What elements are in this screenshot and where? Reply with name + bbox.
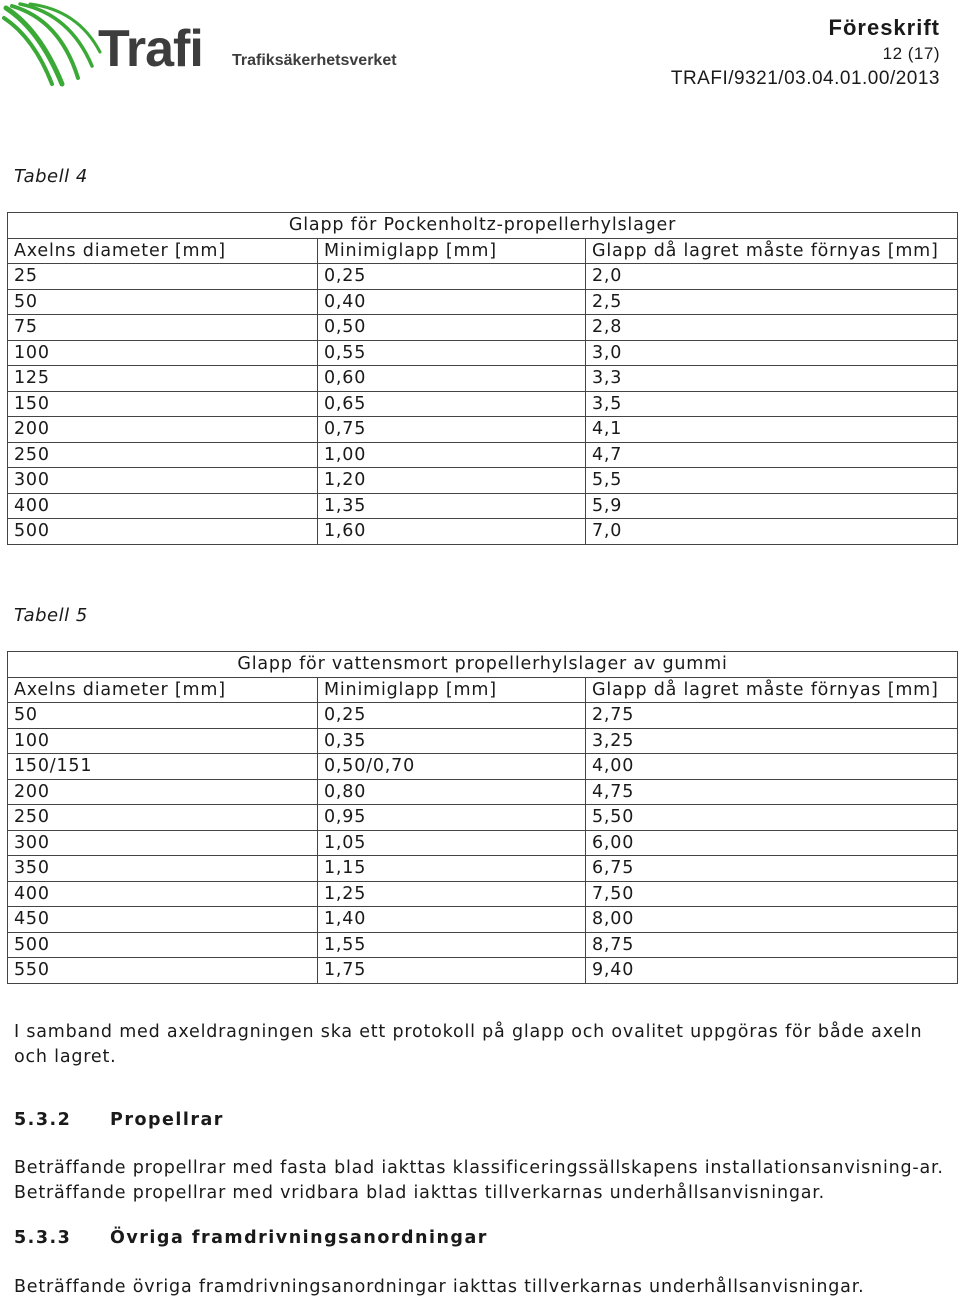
table5-caption: Tabell 5 bbox=[14, 605, 88, 626]
table4 bbox=[7, 212, 958, 545]
table-cell: 8,75 bbox=[586, 932, 958, 958]
table-cell: 350 bbox=[8, 856, 318, 882]
table-cell: 400 bbox=[8, 493, 318, 519]
table-row bbox=[8, 779, 958, 805]
table-cell: 1,40 bbox=[318, 907, 586, 933]
table-cell: 5,9 bbox=[586, 493, 958, 519]
table-cell: 0,60 bbox=[318, 366, 586, 392]
table-row bbox=[8, 442, 958, 468]
table-row bbox=[8, 805, 958, 831]
table-cell: 6,75 bbox=[586, 856, 958, 882]
table5-header-min: Minimiglapp [mm] bbox=[318, 677, 586, 703]
table-row bbox=[8, 340, 958, 366]
table4-caption: Tabell 4 bbox=[14, 166, 88, 187]
document-type: Föreskrift bbox=[828, 15, 940, 40]
table4-header-min: Minimiglapp [mm] bbox=[318, 238, 586, 264]
table-cell: 100 bbox=[8, 728, 318, 754]
table-cell: 9,40 bbox=[586, 958, 958, 984]
table-cell: 2,8 bbox=[586, 315, 958, 341]
table-row bbox=[8, 417, 958, 443]
table-cell: 250 bbox=[8, 805, 318, 831]
table-cell: 1,05 bbox=[318, 830, 586, 856]
table-row bbox=[8, 493, 958, 519]
trafi-logo bbox=[0, 0, 400, 92]
table-cell: 300 bbox=[8, 830, 318, 856]
table-cell: 5,5 bbox=[586, 468, 958, 494]
table-cell: 0,35 bbox=[318, 728, 586, 754]
table-cell: 500 bbox=[8, 932, 318, 958]
section-heading-propellers bbox=[14, 1110, 224, 1130]
table-cell: 8,00 bbox=[586, 907, 958, 933]
section-title: Övriga framdrivningsanordningar bbox=[110, 1228, 488, 1248]
table-row bbox=[8, 907, 958, 933]
section-title: Propellrar bbox=[110, 1110, 224, 1130]
other-propulsion-paragraph: Beträffande övriga framdrivningsanordningar iakttas tillverkarnas underhållsanvisningar. bbox=[14, 1277, 865, 1297]
table-cell: 25 bbox=[8, 264, 318, 290]
table-cell: 250 bbox=[8, 442, 318, 468]
document-header bbox=[671, 14, 940, 92]
table-cell: 1,15 bbox=[318, 856, 586, 882]
logo-swoosh-icon bbox=[4, 4, 100, 84]
table-row bbox=[8, 881, 958, 907]
table-cell: 4,7 bbox=[586, 442, 958, 468]
table-cell: 500 bbox=[8, 519, 318, 545]
table-cell: 450 bbox=[8, 907, 318, 933]
table-row bbox=[8, 856, 958, 882]
table-cell: 100 bbox=[8, 340, 318, 366]
table-cell: 200 bbox=[8, 779, 318, 805]
table-cell: 400 bbox=[8, 881, 318, 907]
table-cell: 3,0 bbox=[586, 340, 958, 366]
table-cell: 0,25 bbox=[318, 703, 586, 729]
table-cell: 50 bbox=[8, 289, 318, 315]
table4-body bbox=[8, 264, 958, 545]
table-cell: 5,50 bbox=[586, 805, 958, 831]
table-cell: 0,50 bbox=[318, 315, 586, 341]
table-row bbox=[8, 391, 958, 417]
table-cell: 4,00 bbox=[586, 754, 958, 780]
table5-header-diameter: Axelns diameter [mm] bbox=[8, 677, 318, 703]
table-cell: 1,55 bbox=[318, 932, 586, 958]
table-cell: 0,55 bbox=[318, 340, 586, 366]
table-cell: 1,25 bbox=[318, 881, 586, 907]
table-cell: 3,3 bbox=[586, 366, 958, 392]
table-cell: 50 bbox=[8, 703, 318, 729]
table-cell: 0,40 bbox=[318, 289, 586, 315]
table-cell: 4,75 bbox=[586, 779, 958, 805]
table-cell: 200 bbox=[8, 417, 318, 443]
table-cell: 0,50/0,70 bbox=[318, 754, 586, 780]
table-row bbox=[8, 754, 958, 780]
table5-title: Glapp för vattensmort propellerhylslager av gummi bbox=[8, 652, 958, 678]
table-row bbox=[8, 289, 958, 315]
table-cell: 4,1 bbox=[586, 417, 958, 443]
table-cell: 1,60 bbox=[318, 519, 586, 545]
table4-title: Glapp för Pockenholtz-propellerhylslager bbox=[8, 213, 958, 239]
table-row bbox=[8, 315, 958, 341]
table-cell: 0,95 bbox=[318, 805, 586, 831]
table-cell: 1,00 bbox=[318, 442, 586, 468]
document-reference: TRAFI/9321/03.04.01.00/2013 bbox=[670, 68, 940, 89]
table-row bbox=[8, 264, 958, 290]
table-cell: 2,5 bbox=[586, 289, 958, 315]
table-cell: 6,00 bbox=[586, 830, 958, 856]
table-cell: 0,65 bbox=[318, 391, 586, 417]
table-row bbox=[8, 830, 958, 856]
table-cell: 7,0 bbox=[586, 519, 958, 545]
table-cell: 150/151 bbox=[8, 754, 318, 780]
section-number: 5.3.3 bbox=[14, 1228, 72, 1248]
table-row bbox=[8, 468, 958, 494]
propellers-paragraph: Beträffande propellrar med fasta blad iakttas klassificeringssällskapens installationsanvisning-ar. Beträffande propellrar med vridbara blad iakttas tillverkarnas underhållsanvisningar. bbox=[14, 1158, 944, 1203]
table-row bbox=[8, 366, 958, 392]
table5-header-renew: Glapp då lagret måste förnyas [mm] bbox=[586, 677, 958, 703]
table4-header-diameter: Axelns diameter [mm] bbox=[8, 238, 318, 264]
table-cell: 550 bbox=[8, 958, 318, 984]
table-cell: 75 bbox=[8, 315, 318, 341]
table-cell: 7,50 bbox=[586, 881, 958, 907]
table-row bbox=[8, 519, 958, 545]
table5 bbox=[7, 651, 958, 984]
section-heading-other-propulsion bbox=[14, 1228, 488, 1248]
table-cell: 2,0 bbox=[586, 264, 958, 290]
table-cell: 1,75 bbox=[318, 958, 586, 984]
page-number: 12 (17) bbox=[882, 44, 940, 63]
table5-body bbox=[8, 703, 958, 984]
table4-header-renew: Glapp då lagret måste förnyas [mm] bbox=[586, 238, 958, 264]
table-cell: 1,20 bbox=[318, 468, 586, 494]
table-cell: 1,35 bbox=[318, 493, 586, 519]
section-number: 5.3.2 bbox=[14, 1110, 72, 1130]
logo-subtext: Trafiksäkerhetsverket bbox=[232, 52, 397, 69]
table-cell: 150 bbox=[8, 391, 318, 417]
table-cell: 3,25 bbox=[586, 728, 958, 754]
table-row bbox=[8, 932, 958, 958]
table-cell: 125 bbox=[8, 366, 318, 392]
table-cell: 0,25 bbox=[318, 264, 586, 290]
protocol-paragraph: I samband med axeldragningen ska ett protokoll på glapp och ovalitet uppgöras för både axeln och lagret. bbox=[14, 1022, 923, 1067]
table-cell: 0,75 bbox=[318, 417, 586, 443]
table-row bbox=[8, 728, 958, 754]
table-cell: 2,75 bbox=[586, 703, 958, 729]
table-cell: 3,5 bbox=[586, 391, 958, 417]
logo-wordmark: Trafi bbox=[98, 20, 203, 78]
table-cell: 0,80 bbox=[318, 779, 586, 805]
table-cell: 300 bbox=[8, 468, 318, 494]
table-row bbox=[8, 703, 958, 729]
table-row bbox=[8, 958, 958, 984]
